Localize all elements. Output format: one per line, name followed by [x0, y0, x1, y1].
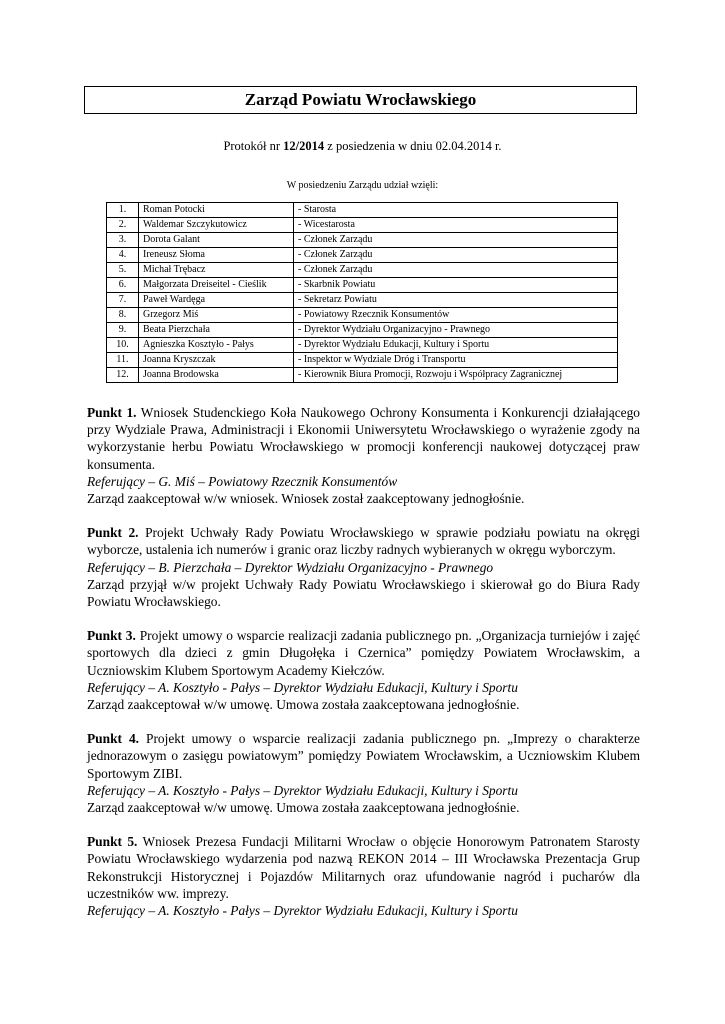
table-row — [107, 368, 618, 383]
point-description — [87, 524, 640, 558]
row-number: 12. — [107, 368, 139, 383]
agenda-point — [87, 524, 640, 610]
attendee-name: Michał Trębacz — [139, 263, 294, 278]
agenda-point — [87, 627, 640, 713]
row-number: 10. — [107, 338, 139, 353]
row-number: 7. — [107, 293, 139, 308]
attendee-role: - Członek Zarządu — [294, 248, 618, 263]
point-description — [87, 833, 640, 902]
point-decision: Zarząd przyjął w/w projekt Uchwały Rady Powiatu Wrocławskiego i skierował go do Biura Rady Powiatu Wrocławskiego. — [87, 576, 640, 610]
protocol-number: 12/2014 — [283, 139, 325, 153]
point-text: Projekt umowy o wsparcie realizacji zadania publicznego pn. „Organizacja turniejów i zajęć sportowych dla dzieci z gmin Długołęka i Czernica” pomiędzy Powiatem Wrocławskim, a Uczniowskim Klubem Sportowym Academy Kiełczów. — [87, 628, 641, 678]
table-row — [107, 353, 618, 368]
row-number: 5. — [107, 263, 139, 278]
row-number: 8. — [107, 308, 139, 323]
row-number: 6. — [107, 278, 139, 293]
point-description — [87, 627, 640, 679]
document-title-box — [84, 86, 637, 114]
protocol-prefix: Protokół nr — [223, 139, 281, 153]
attendee-name: Paweł Wardęga — [139, 293, 294, 308]
attendees-table — [106, 202, 618, 383]
row-number: 11. — [107, 353, 139, 368]
attendee-role: - Wicestarosta — [294, 218, 618, 233]
point-referent: Referujący – B. Pierzchała – Dyrektor Wydziału Organizacyjno - Prawnego — [87, 559, 494, 575]
agenda-point — [87, 833, 640, 919]
attendee-role: - Skarbnik Powiatu — [294, 278, 618, 293]
agenda-points — [87, 404, 640, 936]
table-row — [107, 263, 618, 278]
attendee-role: - Członek Zarządu — [294, 263, 618, 278]
row-number: 3. — [107, 233, 139, 248]
attendee-name: Małgorzata Dreiseitel - Cieślik — [139, 278, 294, 293]
attendee-name: Joanna Kryszczak — [139, 353, 294, 368]
table-row — [107, 308, 618, 323]
row-number: 1. — [107, 203, 139, 218]
row-number: 4. — [107, 248, 139, 263]
point-label: Punkt 5. — [87, 834, 138, 850]
point-label: Punkt 4. — [87, 731, 140, 747]
agenda-point — [87, 730, 640, 816]
attendee-role: - Kierownik Biura Promocji, Rozwoju i Współpracy Zagranicznej — [294, 368, 618, 383]
protocol-line — [0, 139, 725, 154]
attendee-name: Beata Pierzchała — [139, 323, 294, 338]
point-referent: Referujący – A. Kosztyło - Pałys – Dyrektor Wydziału Edukacji, Kultury i Sportu — [87, 782, 518, 798]
attendee-name: Grzegorz Miś — [139, 308, 294, 323]
attendee-role: - Sekretarz Powiatu — [294, 293, 618, 308]
attendance-intro: W posiedzeniu Zarządu udział wzięli: — [286, 180, 439, 191]
protocol-suffix: z posiedzenia w dniu 02.04.2014 r. — [327, 139, 502, 153]
table-row — [107, 338, 618, 353]
table-row — [107, 323, 618, 338]
attendee-name: Roman Potocki — [139, 203, 294, 218]
point-referent: Referujący – A. Kosztyło - Pałys – Dyrektor Wydziału Edukacji, Kultury i Sportu — [87, 903, 518, 919]
table-row — [107, 203, 618, 218]
attendee-role: - Dyrektor Wydziału Organizacyjno - Prawnego — [294, 323, 618, 338]
attendee-role: - Członek Zarządu — [294, 233, 618, 248]
point-text: Wniosek Prezesa Fundacji Militarni Wrocław o objęcie Honorowym Patronatem Starosty Powiatu Wrocławskiego wydarzenia pod nazwą REKON 2014 – III Wrocławska Prezentacja Grup Rekonstrukcji Historycznej i Pojazdów Militarnych oraz ufundowanie nagród i pucharów dla uczestników ww. imprezy. — [87, 834, 640, 901]
table-row — [107, 248, 618, 263]
point-description — [87, 404, 640, 473]
point-label: Punkt 3. — [87, 628, 136, 644]
attendee-role: - Powiatowy Rzecznik Konsumentów — [294, 308, 618, 323]
table-row — [107, 293, 618, 308]
attendee-role: - Dyrektor Wydziału Edukacji, Kultury i Sportu — [294, 338, 618, 353]
attendee-name: Joanna Brodowska — [139, 368, 294, 383]
point-decision: Zarząd zaakceptował w/w umowę. Umowa została zaakceptowana jednogłośnie. — [87, 697, 520, 713]
point-decision: Zarząd zaakceptował w/w umowę. Umowa została zaakceptowana jednogłośnie. — [87, 800, 520, 816]
attendee-name: Agnieszka Kosztyło - Pałys — [139, 338, 294, 353]
attendee-name: Dorota Galant — [139, 233, 294, 248]
attendee-name: Waldemar Szczykutowicz — [139, 218, 294, 233]
point-decision: Zarząd zaakceptował w/w wniosek. Wniosek został zaakceptowany jednogłośnie. — [87, 491, 525, 507]
row-number: 2. — [107, 218, 139, 233]
agenda-point — [87, 404, 640, 507]
point-label: Punkt 2. — [87, 525, 139, 541]
point-text: Projekt Uchwały Rady Powiatu Wrocławskiego w sprawie podziału powiatu na okręgi wyborcze, ustalenia ich numerów i granic oraz liczby radnych wybieranych w okręgu wyborczym. — [87, 525, 640, 558]
attendee-role: - Inspektor w Wydziale Dróg i Transportu — [294, 353, 618, 368]
table-row — [107, 218, 618, 233]
attendee-name: Ireneusz Słoma — [139, 248, 294, 263]
point-text: Projekt umowy o wsparcie realizacji zadania publicznego pn. „Imprezy o charakterze jednorazowym o zasięgu powiatowym” pomiędzy Powiatem Wrocławskim, a Uczniowskim Klubem Sportowym ZIBI. — [87, 731, 640, 781]
table-row — [107, 233, 618, 248]
point-text: Wniosek Studenckiego Koła Naukowego Ochrony Konsumenta i Konkurencji działającego przy Wydziale Prawa, Administracji i Ekonomii Uniwersytetu Wrocławskiego o wyrażenie zgody na wykorzystanie herbu Powiatu Wrocławskiego w promocji konferencji naukowej dotyczącej praw konsumenta. — [87, 405, 640, 472]
row-number: 9. — [107, 323, 139, 338]
point-referent: Referujący – A. Kosztyło - Pałys – Dyrektor Wydziału Edukacji, Kultury i Sportu — [87, 679, 518, 695]
point-label: Punkt 1. — [87, 405, 137, 420]
point-referent: Referujący – G. Miś – Powiatowy Rzecznik Konsumentów — [87, 473, 398, 489]
document-title: Zarząd Powiatu Wrocławskiego — [244, 90, 477, 109]
attendee-role: - Starosta — [294, 203, 618, 218]
table-row — [107, 278, 618, 293]
point-description — [87, 730, 640, 782]
